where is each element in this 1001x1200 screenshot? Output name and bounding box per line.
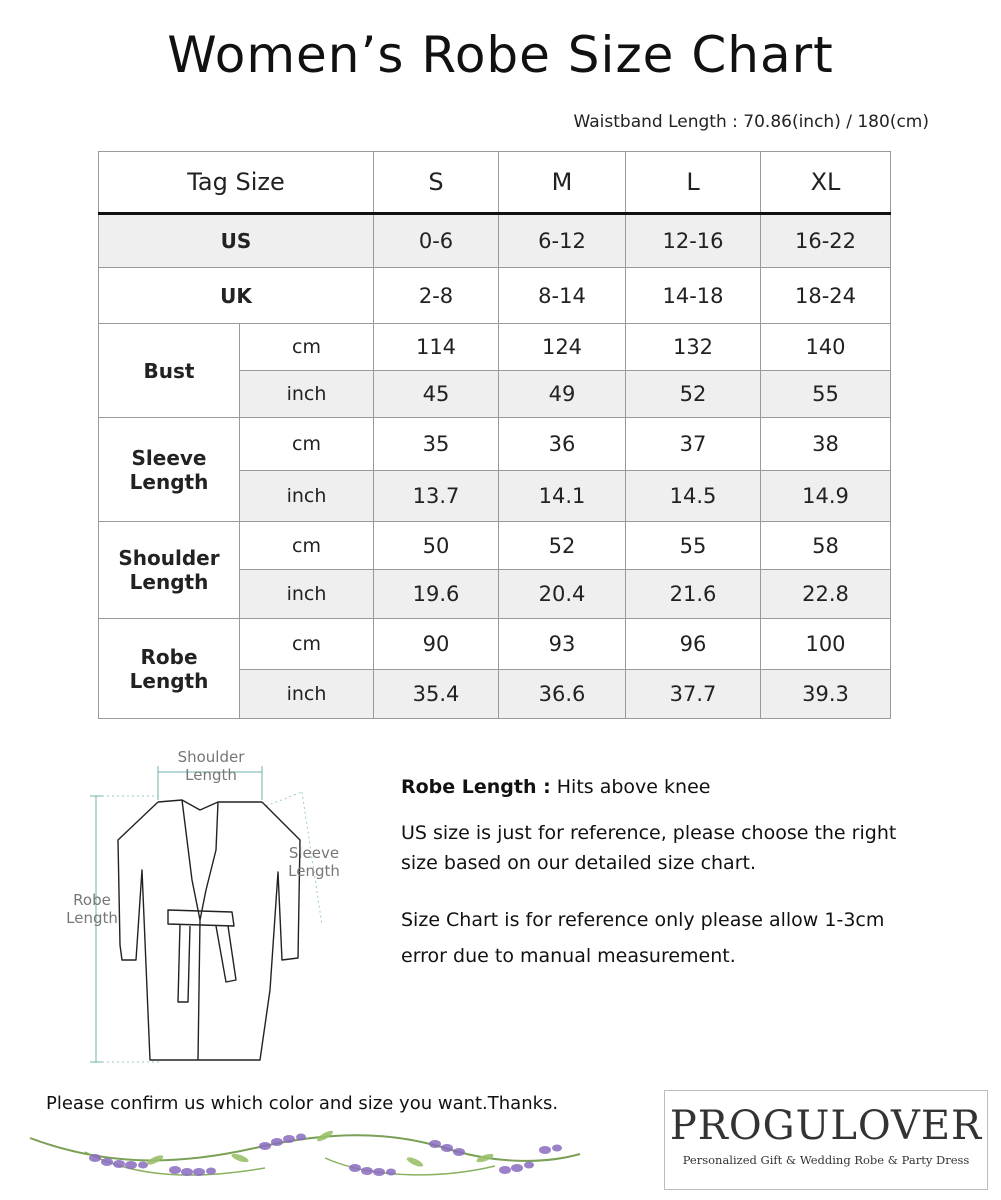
- diagram-robe-label2: Length: [66, 909, 118, 927]
- size-header-xl: XL: [761, 152, 891, 214]
- group-label-line1: Sleeve: [131, 445, 207, 470]
- bust-label: [99, 324, 240, 418]
- diagram-sleeve-label1: Sleeve: [288, 844, 340, 862]
- table-cell: 55: [626, 522, 761, 570]
- uk-label: UK: [99, 268, 374, 324]
- robe-length-label: [99, 619, 240, 719]
- table-cell: 132: [626, 324, 761, 371]
- group-label-line2: Length: [129, 469, 209, 494]
- table-cell: 37: [626, 418, 761, 471]
- size-header-l: L: [626, 152, 761, 214]
- diagram-sleeve-label2: Length: [288, 862, 340, 880]
- table-cell: 90: [374, 619, 499, 670]
- table-cell: 100: [761, 619, 891, 670]
- size-chart-table: [98, 151, 891, 719]
- table-cell: 52: [626, 371, 761, 418]
- table-cell: 114: [374, 324, 499, 371]
- table-cell: 18-24: [761, 268, 891, 324]
- us-size-note-line2: size based on our detailed size chart.: [401, 852, 756, 874]
- table-cell: 37.7: [626, 670, 761, 719]
- us-size-note-line1: US size is just for reference, please choose the right: [401, 822, 897, 844]
- table-cell: 36.6: [499, 670, 626, 719]
- table-cell: 2-8: [374, 268, 499, 324]
- brand-name: PROGULOVER: [669, 1103, 983, 1149]
- table-cell: 50: [374, 522, 499, 570]
- table-cell: 19.6: [374, 570, 499, 619]
- table-row-sleeve-cm: [99, 418, 891, 471]
- table-cell: 14.9: [761, 471, 891, 522]
- unit-cm: cm: [240, 522, 374, 570]
- table-row-uk: [99, 268, 891, 324]
- lavender-decoration-icon: [25, 1118, 585, 1188]
- robe-length-note-label: Robe Length :: [401, 776, 551, 798]
- table-cell: 93: [499, 619, 626, 670]
- robe-length-note-value: Hits above knee: [550, 776, 711, 798]
- table-cell: 35: [374, 418, 499, 471]
- group-label-line1: Bust: [143, 358, 195, 383]
- table-cell: 45: [374, 371, 499, 418]
- size-header-s: S: [374, 152, 499, 214]
- waistband-note: Waistband Length : 70.86(inch) / 180(cm): [573, 112, 929, 132]
- unit-cm: cm: [240, 324, 374, 371]
- tag-size-header: Tag Size: [99, 152, 374, 214]
- unit-inch: inch: [240, 371, 374, 418]
- robe-length-note: [401, 772, 710, 802]
- error-note-line2: error due to manual measurement.: [401, 945, 736, 967]
- page-title: Women’s Robe Size Chart: [167, 26, 834, 84]
- unit-inch: inch: [240, 670, 374, 719]
- error-note: [401, 902, 884, 974]
- table-cell: 13.7: [374, 471, 499, 522]
- table-cell: 124: [499, 324, 626, 371]
- group-label-line1: Robe: [140, 644, 198, 669]
- table-cell: 96: [626, 619, 761, 670]
- shoulder-length-label: [99, 522, 240, 619]
- table-cell: 39.3: [761, 670, 891, 719]
- table-row-shoulder-cm: [99, 522, 891, 570]
- robe-diagram: [40, 740, 360, 1070]
- group-label-line1: Shoulder: [118, 546, 220, 570]
- brand-logo: [664, 1090, 988, 1190]
- table-row-us: [99, 214, 891, 268]
- group-label-line2: Length: [129, 570, 209, 594]
- table-cell: 21.6: [626, 570, 761, 619]
- error-note-line1: Size Chart is for reference only please allow 1-3cm: [401, 909, 885, 931]
- sleeve-length-label: [99, 418, 240, 522]
- size-header-m: M: [499, 152, 626, 214]
- table-row-bust-cm: [99, 324, 891, 371]
- table-cell: 22.8: [761, 570, 891, 619]
- table-cell: 38: [761, 418, 891, 471]
- confirm-message: Please confirm us which color and size you want.Thanks.: [46, 1093, 559, 1114]
- unit-cm: cm: [240, 619, 374, 670]
- table-cell: 36: [499, 418, 626, 471]
- table-cell: 58: [761, 522, 891, 570]
- table-cell: 12-16: [626, 214, 761, 268]
- brand-tagline: Personalized Gift & Wedding Robe & Party Dress: [682, 1153, 970, 1167]
- table-cell: 14.5: [626, 471, 761, 522]
- table-cell: 8-14: [499, 268, 626, 324]
- table-cell: 16-22: [761, 214, 891, 268]
- table-cell: 20.4: [499, 570, 626, 619]
- unit-inch: inch: [240, 570, 374, 619]
- table-header-row: [99, 152, 891, 214]
- table-cell: 6-12: [499, 214, 626, 268]
- us-label: US: [99, 214, 374, 268]
- table-cell: 35.4: [374, 670, 499, 719]
- unit-cm: cm: [240, 418, 374, 471]
- table-cell: 14.1: [499, 471, 626, 522]
- table-cell: 52: [499, 522, 626, 570]
- group-label-line2: Length: [129, 668, 209, 693]
- diagram-shoulder-label2: Length: [185, 766, 237, 784]
- table-cell: 55: [761, 371, 891, 418]
- unit-inch: inch: [240, 471, 374, 522]
- diagram-shoulder-label1: Shoulder: [177, 748, 245, 766]
- us-size-note: [401, 818, 896, 878]
- table-cell: 49: [499, 371, 626, 418]
- table-cell: 0-6: [374, 214, 499, 268]
- table-cell: 14-18: [626, 268, 761, 324]
- diagram-robe-label1: Robe: [73, 891, 111, 909]
- table-row-robe-cm: [99, 619, 891, 670]
- table-cell: 140: [761, 324, 891, 371]
